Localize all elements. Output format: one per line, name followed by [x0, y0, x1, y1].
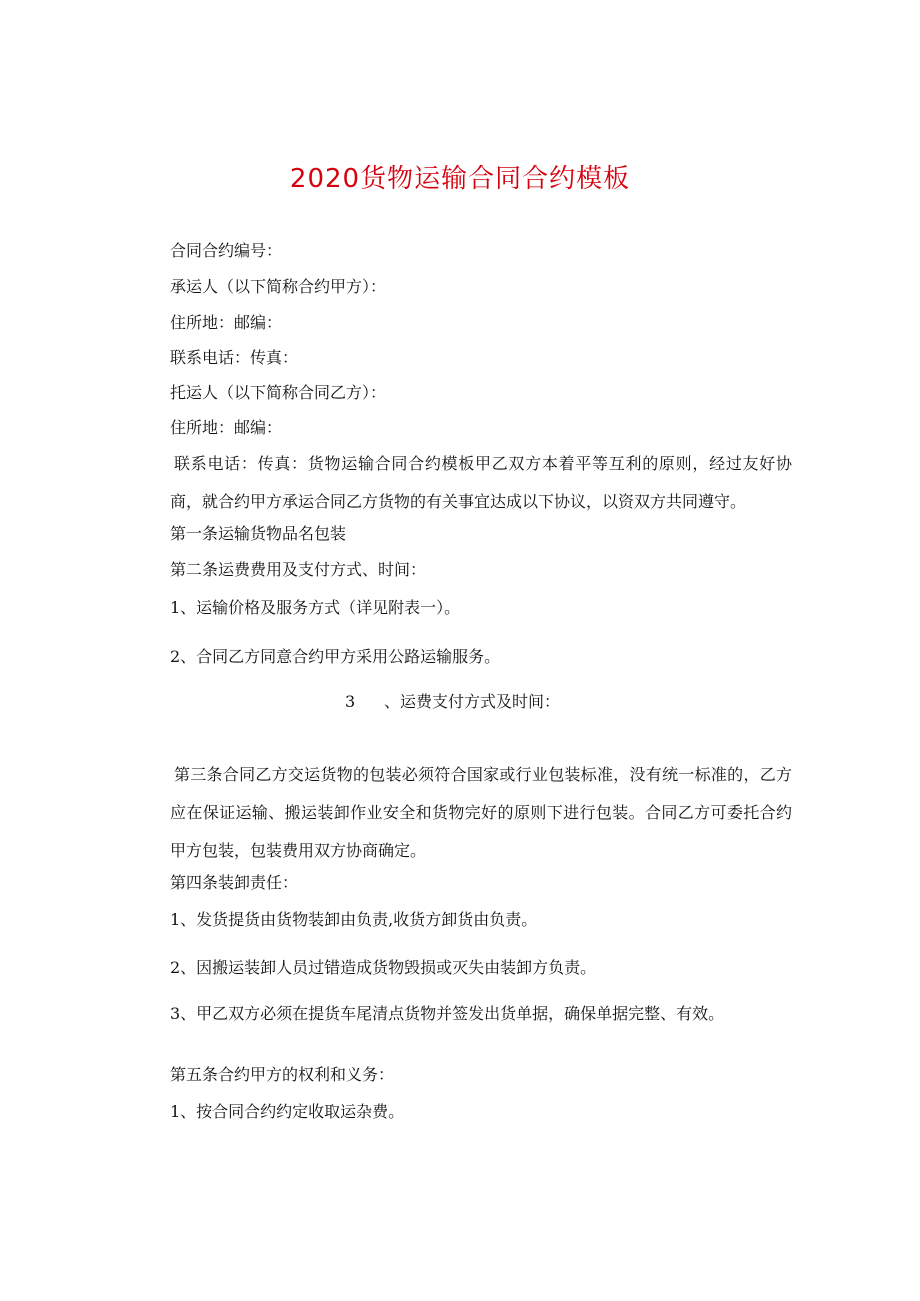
article-5-heading: 第五条合约甲方的权利和义务：	[170, 1065, 395, 1084]
article-2-heading: 第二条运费费用及支付方式、时间：	[170, 560, 427, 579]
intro-paragraph: 联系电话：传真：货物运输合同合约模板甲乙双方本着平等互利的原则，经过友好协商，就合约甲方承运合同乙方货物的有关事宜达成以下协议，以资双方共同遵守。	[170, 454, 792, 511]
shipper-address-field: 住所地：邮编：	[170, 418, 283, 437]
article-4-item-1: 1、发货提货由货物装卸由负责,收货方卸货由负责。	[170, 910, 538, 929]
document-title: 2020货物运输合同合约模板	[289, 164, 631, 194]
contract-number-field: 合同合约编号：	[170, 241, 283, 260]
article-2-item-2: 2、合同乙方同意合约甲方采用公路运输服务。	[170, 647, 501, 666]
article-4-item-2: 2、因搬运装卸人员过错造成货物毁损或灭失由装卸方负责。	[170, 958, 597, 977]
article-1-heading: 第一条运输货物品名包装	[170, 524, 347, 543]
shipper-field: 托运人（以下简称合同乙方）：	[170, 383, 387, 402]
article-5-item-1: 1、按合同合约约定收取运杂费。	[170, 1102, 405, 1121]
article-2-item-3-number: 3	[345, 692, 356, 711]
article-4-item-3: 3、甲乙双方必须在提货车尾清点货物并签发出货单据，确保单据完整、有效。	[170, 1004, 725, 1023]
carrier-contact-field: 联系电话：传真：	[170, 348, 299, 367]
article-3-paragraph: 第三条合同乙方交运货物的包装必须符合国家或行业包装标准，没有统一标准的，乙方应在保证运输、搬运装卸作业安全和货物完好的原则下进行包装。合同乙方可委托合约甲方包装，包装费用双方协商确定。	[170, 765, 792, 860]
carrier-field: 承运人（以下简称合约甲方）：	[170, 277, 387, 296]
article-2-item-3-text: 、运费支付方式及时间：	[384, 692, 561, 711]
carrier-address-field: 住所地：邮编：	[170, 313, 283, 332]
article-2-item-1: 1、运输价格及服务方式（详见附表一）。	[170, 598, 461, 617]
article-4-heading: 第四条装卸责任：	[170, 873, 299, 892]
